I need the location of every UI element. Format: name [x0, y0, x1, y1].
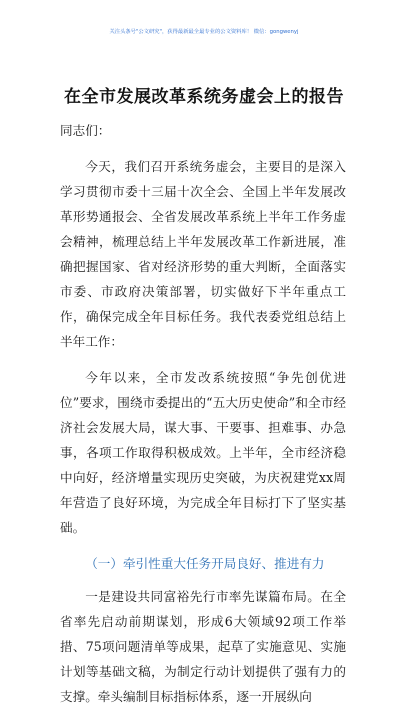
- section-heading: （一）牵引性重大任务开局良好、推进有力: [85, 556, 325, 571]
- section-paragraph: 一是建设共同富裕先行市率先谋篇布局。在全省率先启动前期谋划，形成6大领域92项工作举措、75项问题清单等成果，起草了实施意见、实施计划等基础文稿，为制定行动计划提供了强有力的支撑。牵头编制目标指标体系，逐一开展纵向: [60, 589, 346, 704]
- promo-banner[interactable]: 关注头条号"公文研究"，获得最新最全最专业的公文资料库！ 微信：gongwenyj: [109, 29, 299, 35]
- body-paragraph: 今天，我们召开系统务虚会，主要目的是深入学习贯彻市委十三届十次全会、全国上半年发展改革形势通报会、全省发展改革系统上半年工作务虚会精神，梳理总结上半年发展改革工作新进展，准确把握国家、省对经济形势的重大判断，全面落实市委、市政府决策部署，切实做好下半年重点工作，确保完成全年目标任务。我代表委党组总结上半年工作：: [60, 159, 346, 349]
- document-body: [60, 118, 346, 720]
- document-title: 在全市发展改革系统务虚会上的报告: [64, 87, 344, 107]
- body-paragraph: 今年以来，全市发改系统按照“争先创优进位”要求，围绕市委提出的“五大历史使命”和全市经济社会发展大局，谋大事、干要事、担难事、办急事，各项工作取得积极成效。上半年，全市经济稳中向好，经济增量实现历史突破，为庆祝建党xx周年营造了良好环境，为完成全年目标打下了坚实基础。: [60, 370, 346, 535]
- salutation: 同志们：: [60, 123, 111, 138]
